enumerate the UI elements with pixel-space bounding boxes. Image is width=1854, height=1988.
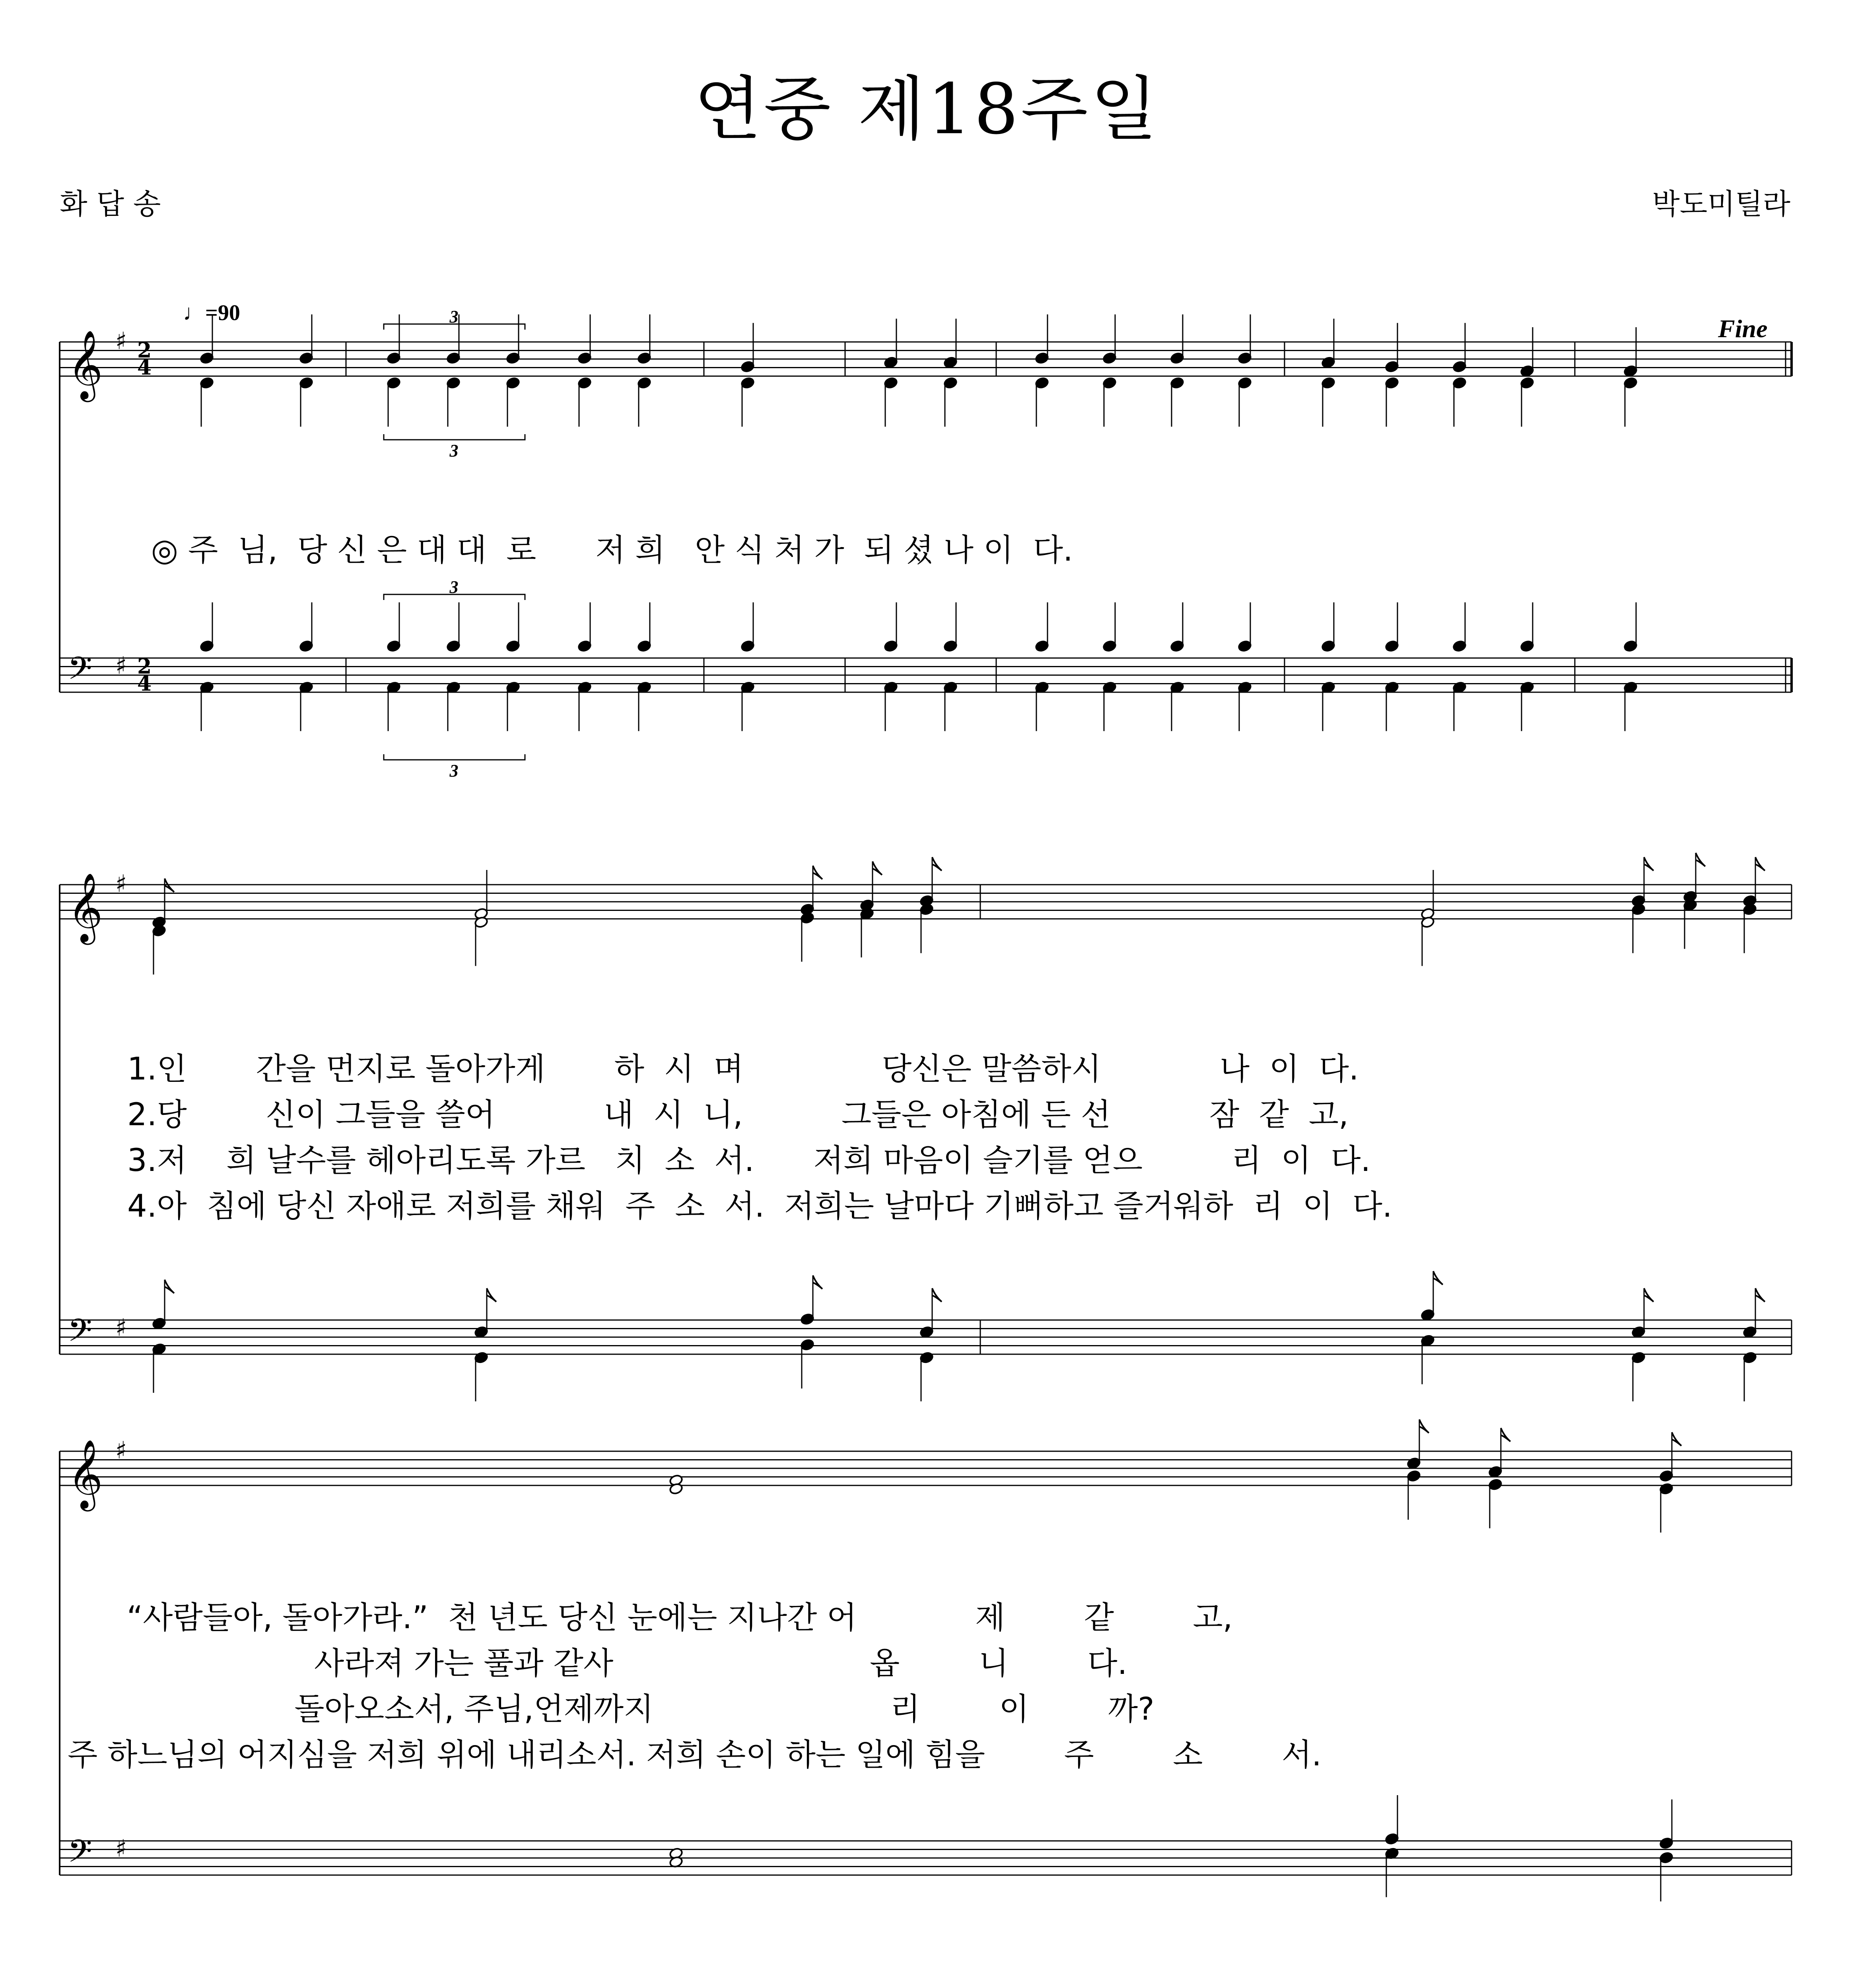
- triplet-number: 3: [449, 577, 459, 597]
- triplet-number: 3: [449, 307, 459, 326]
- verse-line: 4.아 침에 당신 자애로 저희를 채워 주 소 서. 저희는 날마다 기뻐하고 즐거워하 리 이 다.: [127, 1188, 1392, 1224]
- sharp-icon: ♯: [115, 870, 127, 898]
- note-flag: [813, 866, 822, 879]
- note-flag: [1644, 857, 1654, 871]
- verse-line: 3.저 희 날수를 헤아리도록 가르 치 소 서. 저희 마음이 슬기를 얻으 리 이 다.: [127, 1143, 1371, 1178]
- section-label: 화 답 송: [60, 187, 161, 221]
- page-title: 연중 제18주일: [694, 69, 1160, 150]
- tempo-value: =90: [205, 301, 240, 325]
- sharp-icon: ♯: [115, 327, 127, 355]
- treble-clef-icon: 𝄞: [68, 873, 103, 942]
- sharp-icon: ♯: [115, 1437, 127, 1464]
- quarter-note-icon: ♩: [183, 301, 205, 325]
- verse-line: 2.당 신이 그들을 쓸어 내 시 니, 그들은 아침에 든 선 잠 같 고,: [127, 1097, 1349, 1133]
- note-flag: [1755, 1288, 1765, 1302]
- triplet-bracket: [384, 754, 525, 760]
- verse-line: 사라져 가는 풀과 같사 옵 니 다.: [68, 1646, 1127, 1681]
- verse-line: “사람들아, 돌아가라.” 천 년도 당신 눈에는 지나간 어 제 같 고,: [68, 1600, 1233, 1636]
- triplet-bracket: [384, 434, 525, 440]
- bass-clef-icon: 𝄢: [68, 650, 92, 695]
- treble-clef-icon: 𝄞: [68, 330, 103, 399]
- note-flag: [813, 1276, 822, 1289]
- refrain-lyric: ◎ 주 님, 당 신 은 대 대 로 저 희 안 식 처 가 되 셨 나 이 다.: [151, 532, 1073, 568]
- note-flag: [1755, 857, 1765, 871]
- bass-clef-icon: 𝄢: [68, 1312, 92, 1357]
- fine-marking: Fine: [1718, 315, 1768, 343]
- time-signature: 4: [137, 355, 152, 380]
- tempo-marking: [183, 300, 240, 326]
- note-flag: [487, 1288, 496, 1302]
- time-signature: 2: [137, 338, 152, 363]
- treble-clef-icon: 𝄞: [68, 1439, 103, 1508]
- note-flag: [932, 1288, 942, 1302]
- verse-line: 돌아오소서, 주님,언제까지 리 이 까?: [68, 1691, 1154, 1727]
- sharp-icon: ♯: [115, 652, 127, 680]
- sharp-icon: ♯: [115, 1835, 127, 1863]
- note-flag: [1696, 853, 1705, 866]
- note-flag: [1501, 1428, 1510, 1442]
- note-flag: [1672, 1432, 1681, 1446]
- time-signature: 2: [137, 654, 152, 679]
- note-flag: [932, 857, 942, 871]
- verse-line: 주 하느님의 어지심을 저희 위에 내리소서. 저희 손이 하는 일에 힘을 주 소 서.: [68, 1737, 1322, 1773]
- note-flag: [1419, 1419, 1429, 1433]
- sharp-icon: ♯: [115, 1314, 127, 1342]
- note-flag: [1433, 1271, 1443, 1285]
- note-flag: [165, 1280, 174, 1293]
- triplet-number: 3: [449, 761, 459, 780]
- note-flag: [1644, 1288, 1654, 1302]
- note-flag: [873, 862, 882, 875]
- triplet-number: 3: [449, 441, 459, 460]
- bass-clef-icon: 𝄢: [68, 1833, 92, 1877]
- verse-line: 1.인 간을 먼지로 돌아가게 하 시 며 당신은 말씀하시 나 이 다.: [127, 1051, 1359, 1087]
- time-signature: 4: [137, 672, 152, 696]
- composer-label: 박도미틸라: [1652, 187, 1790, 221]
- note-head: [669, 1483, 683, 1495]
